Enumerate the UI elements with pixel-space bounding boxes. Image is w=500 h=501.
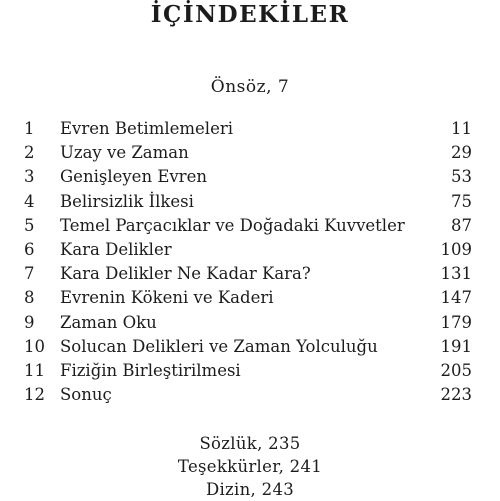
toc-row: [24, 262, 472, 286]
chapter-title: Zaman Oku: [60, 312, 157, 332]
chapter-page: 223: [440, 385, 472, 405]
preface-entry: Önsöz, 7: [210, 77, 290, 97]
chapter-number: 5: [24, 215, 35, 235]
toc-row: [24, 214, 472, 238]
table-of-contents: [24, 117, 472, 407]
chapter-page: 147: [440, 288, 472, 308]
chapter-title: Uzay ve Zaman: [60, 143, 189, 163]
chapter-title: Kara Delikler: [60, 239, 172, 259]
toc-row: [24, 311, 472, 335]
backmatter-list: [0, 432, 500, 501]
toc-row: [24, 117, 472, 141]
chapter-page: 191: [440, 336, 472, 356]
chapter-title: Evren Betimlemeleri: [60, 119, 233, 138]
glossary-entry: Sözlük, 235: [199, 434, 301, 453]
chapter-page: 131: [440, 264, 472, 284]
chapter-number: 1: [24, 119, 35, 138]
chapter-page: 109: [440, 239, 472, 259]
chapter-page: 75: [451, 191, 472, 211]
chapter-number: 10: [24, 336, 45, 356]
chapter-page: 11: [451, 119, 472, 138]
chapter-number: 2: [24, 143, 35, 163]
chapter-title: Evrenin Kökeni ve Kaderi: [60, 288, 274, 308]
chapter-number: 3: [24, 167, 35, 187]
toc-row: [24, 238, 472, 262]
chapter-number: 8: [24, 288, 35, 308]
toc-row: [24, 141, 472, 165]
chapter-number: 11: [24, 360, 45, 380]
toc-row: [24, 383, 472, 407]
chapter-title: Fiziğin Birleştirilmesi: [60, 360, 241, 380]
chapter-number: 4: [24, 191, 35, 211]
chapter-title: Belirsizlik İlkesi: [60, 191, 194, 211]
page-title: İÇİNDEKİLER: [150, 1, 350, 28]
toc-row: [24, 359, 472, 383]
chapter-title: Kara Delikler Ne Kadar Kara?: [60, 264, 311, 284]
acknowledgements-entry: Teşekkürler, 241: [177, 457, 323, 476]
chapter-page: 29: [451, 143, 472, 163]
chapter-page: 205: [440, 360, 472, 380]
toc-row: [24, 286, 472, 310]
toc-row: [24, 335, 472, 359]
chapter-title: Genişleyen Evren: [60, 167, 207, 187]
chapter-title: Solucan Delikleri ve Zaman Yolculuğu: [60, 336, 378, 356]
toc-row: [24, 165, 472, 189]
chapter-number: 9: [24, 312, 35, 332]
chapter-page: 179: [440, 312, 472, 332]
chapter-number: 7: [24, 264, 35, 284]
toc-row: [24, 190, 472, 214]
index-entry: Dizin, 243: [205, 480, 295, 499]
chapter-title: Sonuç: [60, 385, 112, 405]
chapter-page: 87: [451, 215, 472, 235]
chapter-title: Temel Parçacıklar ve Doğadaki Kuvvetler: [60, 215, 405, 235]
chapter-number: 6: [24, 239, 35, 259]
chapter-page: 53: [451, 167, 472, 187]
chapter-number: 12: [24, 385, 45, 405]
